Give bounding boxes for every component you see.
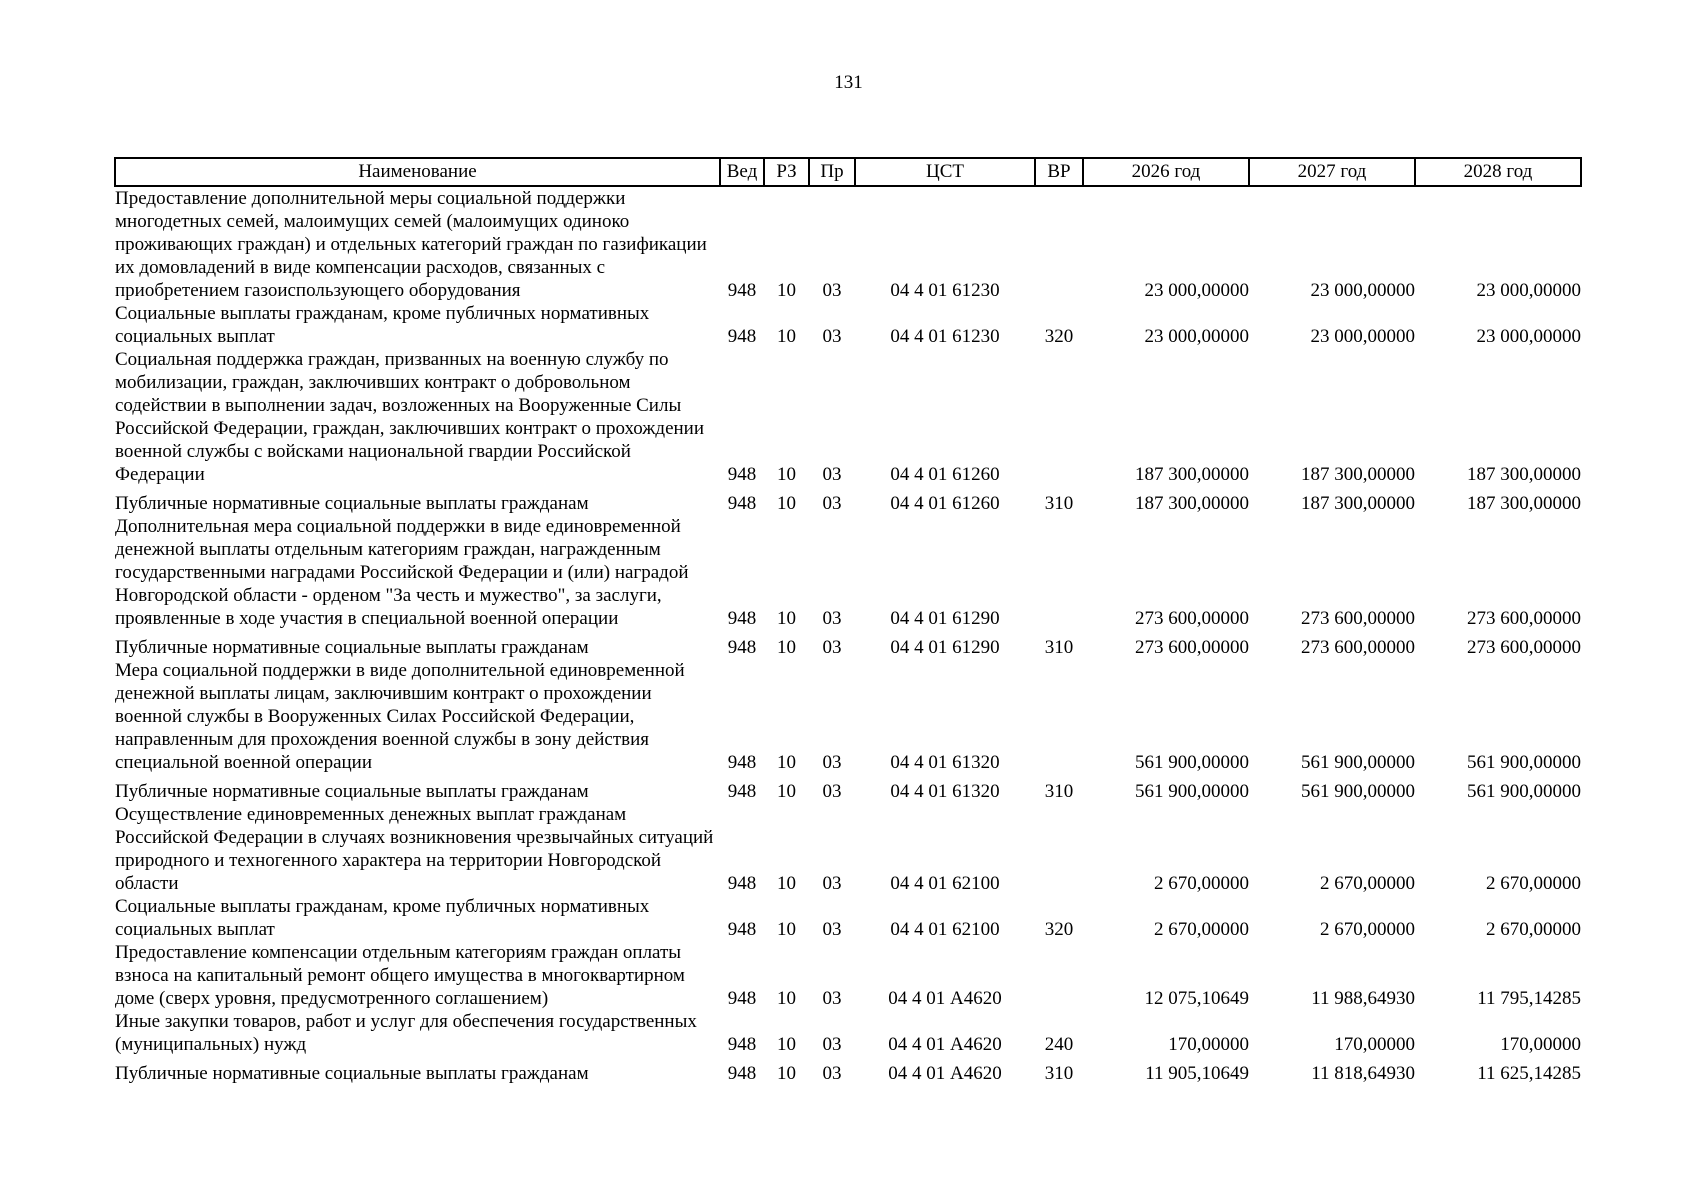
row-vr: 320 (1044, 326, 1074, 347)
row-rz: 10 (777, 873, 796, 894)
row-2028: 170,00000 (1500, 1034, 1581, 1055)
row-2026: 273 600,00000 (1135, 637, 1249, 658)
row-cst: 04 4 01 61230 (890, 280, 1000, 301)
header-rz: РЗ (764, 158, 809, 186)
table-row (115, 803, 1581, 895)
table-row (115, 186, 1581, 302)
row-rz: 10 (777, 280, 796, 301)
row-cst: 04 4 01 А4620 (888, 1034, 1002, 1055)
row-2026: 187 300,00000 (1135, 493, 1249, 514)
row-2026: 2 670,00000 (1154, 873, 1249, 894)
header-2026: 2026 год (1083, 158, 1249, 186)
row-rz: 10 (777, 1034, 796, 1055)
row-name: Социальная поддержка граждан, призванных на военную службу по мобилизации, граждан, заключивших контракт о добровольном содействии в выполнении задач, возложенных на Вооруженные Силы Российской Федерации, граждан, заключивших контракт о прохождении военной службы с войсками национальной гвардии Российской Федерации (115, 349, 705, 485)
header-cst: ЦСТ (855, 158, 1035, 186)
row-vr (1035, 348, 1083, 486)
row-2028: 23 000,00000 (1476, 326, 1581, 347)
row-name: Социальные выплаты гражданам, кроме публичных нормативных социальных выплат (115, 896, 650, 940)
row-cst: 04 4 01 А4620 (888, 1063, 1002, 1084)
row-2026: 23 000,00000 (1144, 326, 1249, 347)
row-ved: 948 (727, 493, 757, 514)
row-rz: 10 (777, 919, 796, 940)
row-cst: 04 4 01 62100 (890, 919, 1000, 940)
row-name: Публичные нормативные социальные выплаты гражданам (115, 493, 589, 514)
row-name: Дополнительная мера социальной поддержки в виде единовременной денежной выплаты отдельным категориям граждан, награжденным государственными наградами Российской Федерации и (или) наградой Новгородской области - орденом "За честь и мужество", за заслуги, проявленные в ходе участия в специальной военной операции (115, 516, 689, 629)
row-2027: 187 300,00000 (1301, 493, 1415, 514)
table-row (115, 774, 1581, 803)
budget-table (114, 157, 1582, 1085)
row-pr: 03 (822, 752, 842, 773)
row-2028: 2 670,00000 (1486, 919, 1581, 940)
row-vr: 310 (1044, 637, 1074, 658)
row-pr: 03 (822, 464, 842, 485)
row-2027: 23 000,00000 (1310, 326, 1415, 347)
row-cst: 04 4 01 62100 (890, 873, 1000, 894)
row-2028: 561 900,00000 (1467, 781, 1581, 802)
row-2027: 2 670,00000 (1320, 919, 1415, 940)
table-row (115, 895, 1581, 941)
row-name: Публичные нормативные социальные выплаты гражданам (115, 637, 589, 658)
page-number: 131 (834, 72, 863, 93)
row-pr: 03 (822, 988, 842, 1009)
row-2028: 273 600,00000 (1467, 608, 1581, 629)
header-2027: 2027 год (1249, 158, 1415, 186)
row-name: Мера социальной поддержки в виде дополнительной единовременной денежной выплаты лицам, заключившим контракт о прохождении военной службы в Вооруженных Силах Российской Федерации, направленным для прохождения военной службы в зону действия специальной военной операции (115, 660, 685, 773)
row-pr: 03 (822, 637, 842, 658)
row-vr (1035, 186, 1083, 302)
table-row (115, 348, 1581, 486)
row-2026: 187 300,00000 (1135, 464, 1249, 485)
row-pr: 03 (822, 608, 842, 629)
row-2028: 561 900,00000 (1467, 752, 1581, 773)
row-2026: 561 900,00000 (1135, 752, 1249, 773)
header-2028: 2028 год (1415, 158, 1581, 186)
row-pr: 03 (822, 919, 842, 940)
row-ved: 948 (727, 919, 757, 940)
row-2028: 11 795,14285 (1477, 988, 1581, 1009)
row-rz: 10 (777, 464, 796, 485)
row-vr: 310 (1044, 781, 1074, 802)
row-vr: 320 (1044, 919, 1074, 940)
row-vr (1035, 659, 1083, 774)
row-2026: 170,00000 (1168, 1034, 1249, 1055)
row-pr: 03 (822, 1034, 842, 1055)
table-row (115, 941, 1581, 1010)
row-ved: 948 (727, 280, 757, 301)
row-pr: 03 (822, 781, 842, 802)
row-vr (1035, 803, 1083, 895)
row-name: Социальные выплаты гражданам, кроме публичных нормативных социальных выплат (115, 303, 650, 347)
table-row (115, 630, 1581, 659)
row-2027: 11 818,64930 (1311, 1063, 1415, 1084)
row-rz: 10 (777, 326, 796, 347)
row-vr (1035, 515, 1083, 630)
row-name: Предоставление дополнительной меры социальной поддержки многодетных семей, малоимущих семей (малоимущих одиноко проживающих граждан) и отдельных категорий граждан по газификации их домовладений в виде компенсации расходов, связанных с приобретением газоиспользующего оборудования (115, 188, 707, 301)
row-cst: 04 4 01 61290 (890, 608, 1000, 629)
row-name: Публичные нормативные социальные выплаты гражданам (115, 1063, 589, 1084)
table-row (115, 1056, 1581, 1085)
row-2026: 12 075,10649 (1144, 988, 1249, 1009)
row-2028: 187 300,00000 (1467, 493, 1581, 514)
header-name: Наименование (115, 158, 720, 186)
row-ved: 948 (727, 873, 757, 894)
row-cst: 04 4 01 А4620 (888, 988, 1002, 1009)
row-cst: 04 4 01 61290 (890, 637, 1000, 658)
row-name: Публичные нормативные социальные выплаты гражданам (115, 781, 589, 802)
row-2026: 11 905,10649 (1145, 1063, 1249, 1084)
row-rz: 10 (777, 988, 796, 1009)
row-vr: 310 (1044, 1063, 1074, 1084)
row-2028: 23 000,00000 (1476, 280, 1581, 301)
table-body (115, 186, 1581, 1085)
row-cst: 04 4 01 61320 (890, 781, 1000, 802)
row-rz: 10 (777, 608, 796, 629)
row-2026: 23 000,00000 (1144, 280, 1249, 301)
row-rz: 10 (777, 1063, 796, 1084)
row-pr: 03 (822, 493, 842, 514)
row-2028: 187 300,00000 (1467, 464, 1581, 485)
row-vr (1035, 941, 1083, 1010)
row-ved: 948 (727, 608, 757, 629)
row-pr: 03 (822, 1063, 842, 1084)
table-row (115, 1010, 1581, 1056)
row-rz: 10 (777, 752, 796, 773)
row-ved: 948 (727, 781, 757, 802)
table-row (115, 659, 1581, 774)
row-2027: 273 600,00000 (1301, 637, 1415, 658)
row-2027: 561 900,00000 (1301, 752, 1415, 773)
header-ved: Вед (720, 158, 764, 186)
row-pr: 03 (822, 280, 842, 301)
row-ved: 948 (727, 326, 757, 347)
row-2027: 11 988,64930 (1311, 988, 1415, 1009)
header-pr: Пр (809, 158, 855, 186)
row-ved: 948 (727, 988, 757, 1009)
row-rz: 10 (777, 781, 796, 802)
row-2027: 273 600,00000 (1301, 608, 1415, 629)
table-row (115, 486, 1581, 515)
row-rz: 10 (777, 637, 796, 658)
row-2027: 23 000,00000 (1310, 280, 1415, 301)
row-2026: 273 600,00000 (1135, 608, 1249, 629)
row-2027: 561 900,00000 (1301, 781, 1415, 802)
row-name: Иные закупки товаров, работ и услуг для обеспечения государственных (муниципальных) нужд (115, 1011, 697, 1055)
row-vr: 240 (1044, 1034, 1074, 1055)
row-2026: 561 900,00000 (1135, 781, 1249, 802)
table-row (115, 515, 1581, 630)
row-2027: 170,00000 (1334, 1034, 1415, 1055)
row-cst: 04 4 01 61260 (890, 464, 1000, 485)
row-vr: 310 (1044, 493, 1074, 514)
row-2028: 273 600,00000 (1467, 637, 1581, 658)
table-row (115, 302, 1581, 348)
row-rz: 10 (777, 493, 796, 514)
row-ved: 948 (727, 1063, 757, 1084)
row-2027: 187 300,00000 (1301, 464, 1415, 485)
row-pr: 03 (822, 326, 842, 347)
row-2028: 11 625,14285 (1477, 1063, 1581, 1084)
row-2028: 2 670,00000 (1486, 873, 1581, 894)
row-cst: 04 4 01 61230 (890, 326, 1000, 347)
row-ved: 948 (727, 752, 757, 773)
row-ved: 948 (727, 1034, 757, 1055)
row-cst: 04 4 01 61260 (890, 493, 1000, 514)
row-2026: 2 670,00000 (1154, 919, 1249, 940)
table-header (115, 158, 1581, 186)
header-vr: ВР (1035, 158, 1083, 186)
row-ved: 948 (727, 637, 757, 658)
row-pr: 03 (822, 873, 842, 894)
row-name: Осуществление единовременных денежных выплат гражданам Российской Федерации в случаях возникновения чрезвычайных ситуаций природного и техногенного характера на территории Новгородской области (115, 804, 714, 894)
row-2027: 2 670,00000 (1320, 873, 1415, 894)
row-ved: 948 (727, 464, 757, 485)
row-name: Предоставление компенсации отдельным категориям граждан оплаты взноса на капитальный ремонт общего имущества в многоквартирном доме (сверх уровня, предусмотренного соглашением) (115, 942, 685, 1009)
row-cst: 04 4 01 61320 (890, 752, 1000, 773)
